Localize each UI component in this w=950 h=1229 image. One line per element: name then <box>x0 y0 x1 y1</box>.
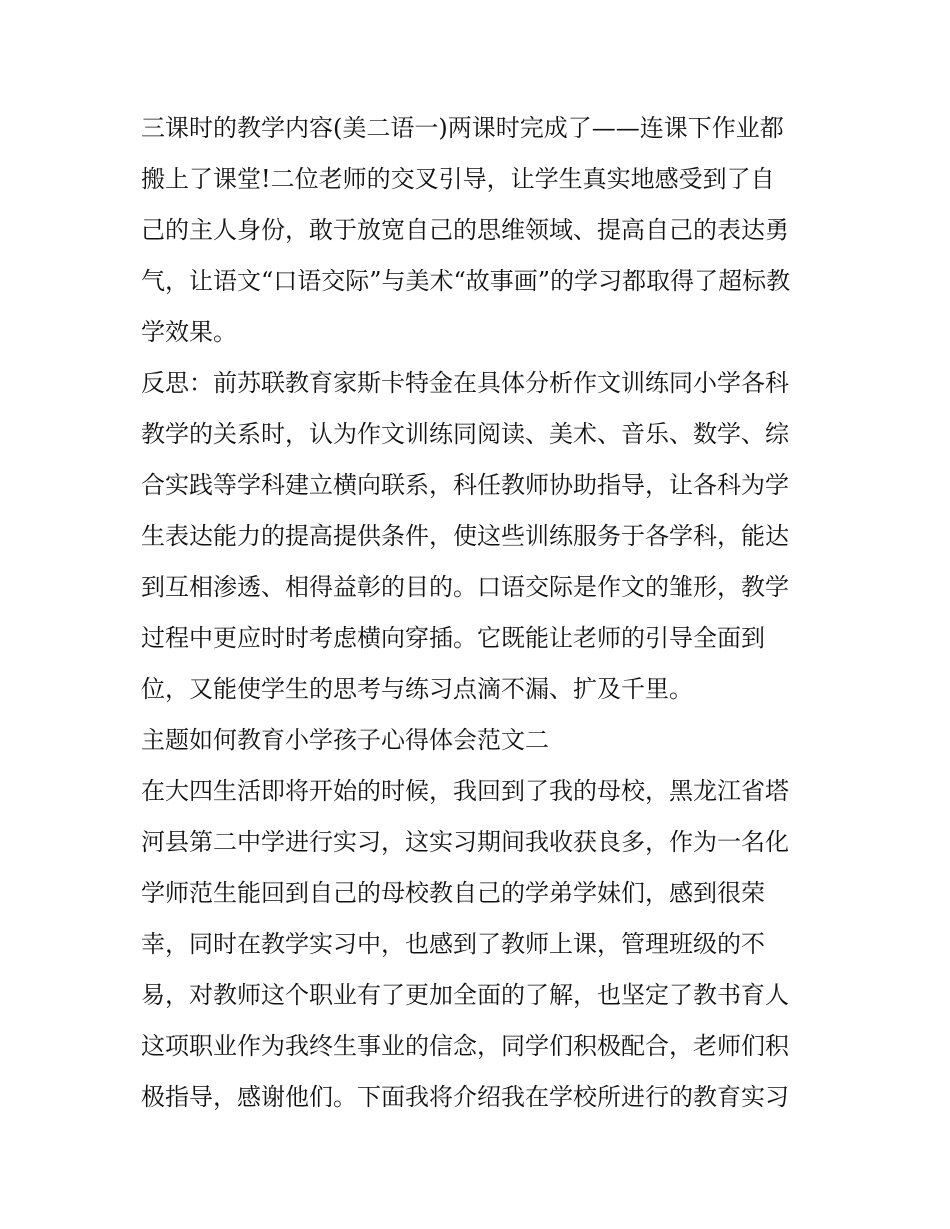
text-line: 极指导，感谢他们。下面我将介绍我在学校所进行的教育实习 <box>141 1083 789 1111</box>
paragraph-internship <box>141 766 813 1123</box>
text-line: 河县第二中学进行实习，这实习期间我收获良多，作为一名化 <box>141 828 789 856</box>
text-line: 易，对教师这个职业有了更加全面的了解，也坚定了教书育人 <box>141 981 789 1009</box>
text-line: 合实践等学科建立横向联系，科任教师协助指导，让各科为学 <box>141 471 789 499</box>
text-line: 反思：前苏联教育家斯卡特金在具体分析作文训练同小学各科 <box>141 369 789 397</box>
text-line: 生表达能力的提高提供条件，使这些训练服务于各学科，能达 <box>141 522 789 550</box>
text-line: 教学的关系时，认为作文训练同阅读、美术、音乐、数学、综 <box>141 420 789 448</box>
section-heading <box>141 715 813 766</box>
text-line: 学效果。 <box>141 318 237 346</box>
paragraph-reflection-intro <box>141 103 813 358</box>
text-line: 这项职业作为我终生事业的信念，同学们积极配合，老师们积 <box>141 1032 789 1060</box>
text-line: 三课时的教学内容(美二语一)两课时完成了——连课下作业都 <box>141 114 784 142</box>
text-line: 气，让语文“口语交际”与美术“故事画”的学习都取得了超标教 <box>141 267 791 295</box>
text-line: 位，又能使学生的思考与练习点滴不漏、扩及千里。 <box>141 675 693 703</box>
text-line: 学师范生能回到自己的母校教自己的学弟学妹们，感到很荣 <box>141 879 765 907</box>
heading-line: 主题如何教育小学孩子心得体会范文二 <box>141 726 549 754</box>
document-page <box>141 103 813 1123</box>
text-line: 到互相渗透、相得益彰的目的。口语交际是作文的雏形，教学 <box>141 573 789 601</box>
text-line: 幸，同时在教学实习中，也感到了教师上课，管理班级的不 <box>141 930 765 958</box>
text-line: 过程中更应时时考虑横向穿插。它既能让老师的引导全面到 <box>141 624 765 652</box>
text-line: 己的主人身份，敢于放宽自己的思维领域、提高自己的表达勇 <box>141 216 789 244</box>
text-line: 搬上了课堂!二位老师的交叉引导，让学生真实地感受到了自 <box>141 165 775 193</box>
paragraph-reflection <box>141 358 813 715</box>
text-line: 在大四生活即将开始的时候，我回到了我的母校，黑龙江省塔 <box>141 777 789 805</box>
